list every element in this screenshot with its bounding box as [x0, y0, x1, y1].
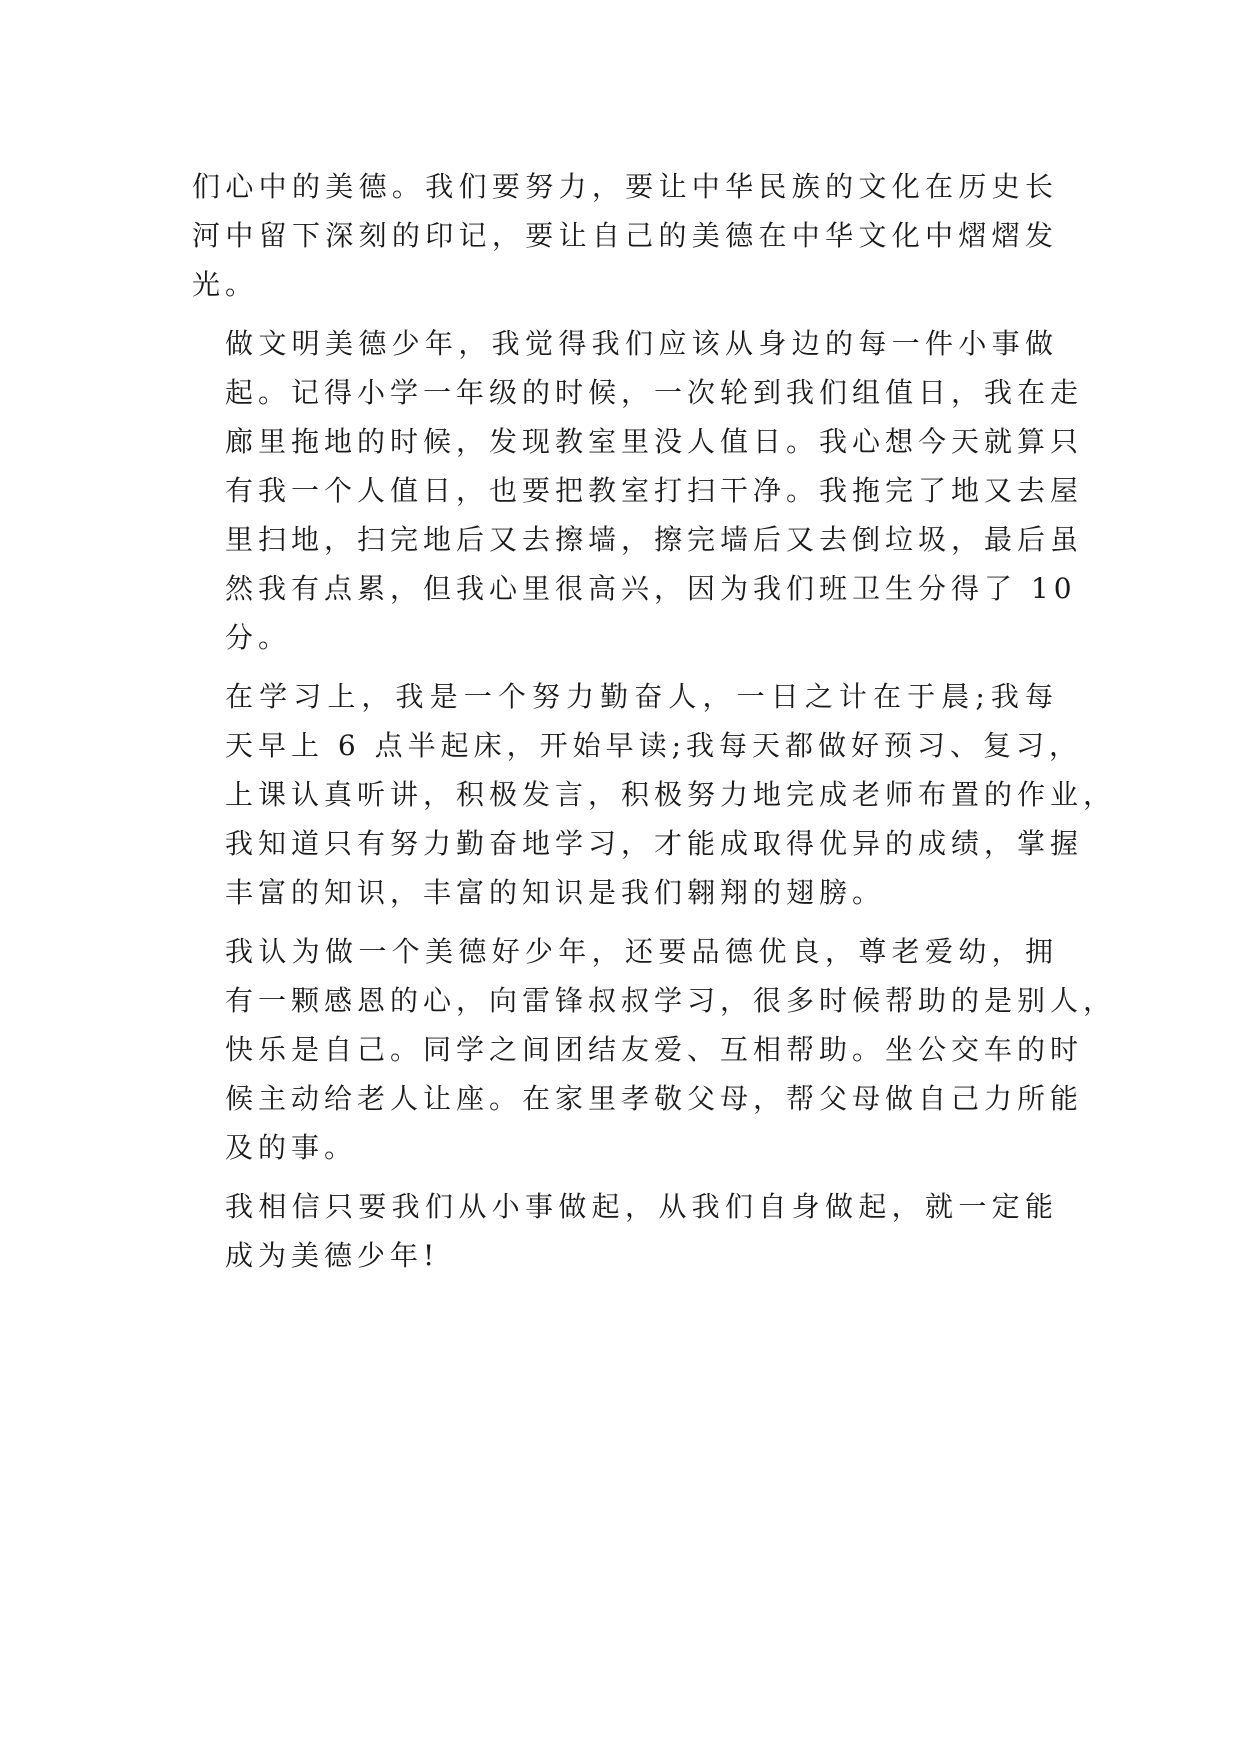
text-line: 候主动给老人让座。在家里孝敬父母，帮父母做自己力所能: [225, 1082, 1084, 1115]
text-line: 廊里拖地的时候，发现教室里没人值日。我心想今天就算只: [225, 425, 1084, 458]
text-line: 快乐是自己。同学之间团结友爱、互相帮助。坐公交车的时: [225, 1033, 1084, 1066]
paragraph-1: [192, 162, 1058, 309]
text-line: 起。记得小学一年级的时候，一次轮到我们组值日，我在走: [225, 376, 1084, 409]
text-line: 及的事。: [225, 1131, 358, 1164]
paragraph-4: [192, 927, 1117, 1172]
text-line: 光。: [192, 268, 259, 301]
text-line: 我认为做一个美德好少年，还要品德优良，尊老爱幼，拥: [225, 935, 1058, 968]
text-line: 我相信只要我们从小事做起，从我们自身做起，就一定能: [225, 1190, 1058, 1223]
text-line: 做文明美德少年，我觉得我们应该从身边的每一件小事做: [225, 327, 1058, 360]
text-line: 有一颗感恩的心，向雷锋叔叔学习，很多时候帮助的是别人，: [225, 984, 1117, 1017]
text-line: 天早上 6 点半起床，开始早读;我每天都做好预习、复习，: [225, 729, 1083, 762]
paragraph-5: [192, 1182, 1058, 1280]
paragraph-3: [192, 672, 1117, 917]
text-line: 有我一个人值日，也要把教室打扫干净。我拖完了地又去屋: [225, 474, 1084, 507]
document-body: [192, 162, 1117, 1290]
text-line: 成为美德少年!: [225, 1239, 440, 1272]
text-line: 然我有点累，但我心里很高兴，因为我们班卫生分得了 10: [225, 572, 1077, 605]
text-line: 里扫地，扫完地后又去擦墙，擦完墙后又去倒垃圾，最后虽: [225, 523, 1084, 556]
text-line: 我知道只有努力勤奋地学习，才能成取得优异的成绩，掌握: [225, 827, 1084, 860]
paragraph-2: [192, 319, 1084, 662]
text-line: 们心中的美德。我们要努力，要让中华民族的文化在历史长: [192, 170, 1058, 203]
text-line: 分。: [225, 621, 292, 654]
text-line: 上课认真听讲，积极发言，积极努力地完成老师布置的作业，: [225, 778, 1117, 811]
text-line: 河中留下深刻的印记，要让自己的美德在中华文化中熠熠发: [192, 219, 1058, 252]
text-line: 丰富的知识，丰富的知识是我们翱翔的翅膀。: [225, 876, 886, 909]
text-line: 在学习上，我是一个努力勤奋人，一日之计在于晨;我每: [225, 680, 1058, 713]
